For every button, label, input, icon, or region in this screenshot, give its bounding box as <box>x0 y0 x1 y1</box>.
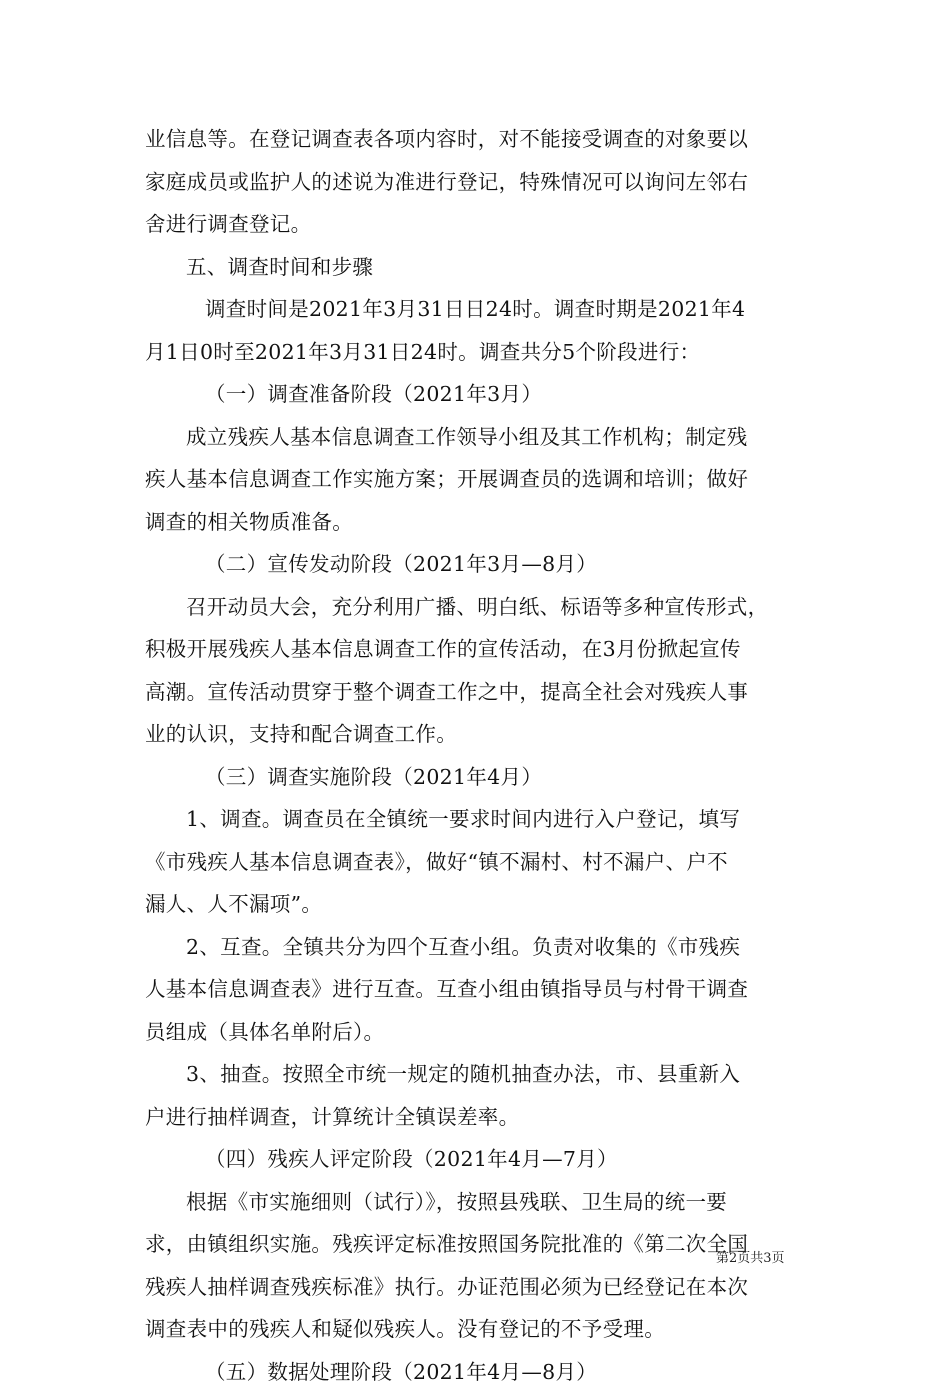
text-line: 成立残疾人基本信息调查工作领导小组及其工作机构；制定残 <box>145 416 809 459</box>
text-line: 积极开展残疾人基本信息调查工作的宣传活动，在3月份掀起宣传 <box>145 628 809 671</box>
text-line: （二）宣传发动阶段（2021年3月—8月） <box>145 543 809 586</box>
text-line: 月1日0时至2021年3月31日24时。调查共分5个阶段进行： <box>145 331 809 374</box>
text-line: 业信息等。在登记调查表各项内容时，对不能接受调查的对象要以 <box>145 118 809 161</box>
text-line: 人基本信息调查表》进行互查。互查小组由镇指导员与村骨干调查 <box>145 968 809 1011</box>
text-line: 求，由镇组织实施。残疾评定标准按照国务院批准的《第二次全国 <box>145 1223 809 1266</box>
text-line: 疾人基本信息调查工作实施方案；开展调查员的选调和培训；做好 <box>145 458 809 501</box>
text-line: （四）残疾人评定阶段（2021年4月—7月） <box>145 1138 809 1181</box>
text-line: 漏人、人不漏项”。 <box>145 883 809 926</box>
text-line: 调查的相关物质准备。 <box>145 501 809 544</box>
text-line: 户进行抽样调查，计算统计全镇误差率。 <box>145 1096 809 1139</box>
text-line: 《市残疾人基本信息调查表》，做好“镇不漏村、村不漏户、户不 <box>145 841 809 884</box>
text-line: 调查时间是2021年3月31日日24时。调查时期是2021年4 <box>145 288 809 331</box>
text-line: 高潮。宣传活动贯穿于整个调查工作之中，提高全社会对残疾人事 <box>145 671 809 714</box>
document-body <box>145 118 809 1393</box>
text-line: 五、调查时间和步骤 <box>145 246 809 289</box>
text-line: 3、抽查。按照全市统一规定的随机抽查办法，市、县重新入 <box>145 1053 809 1096</box>
text-line: 残疾人抽样调查残疾标准》执行。办证范围必须为已经登记在本次 <box>145 1266 809 1309</box>
text-line: （三）调查实施阶段（2021年4月） <box>145 756 809 799</box>
text-line: （五）数据处理阶段（2021年4月—8月） <box>145 1351 809 1393</box>
text-line: 1、调查。调查员在全镇统一要求时间内进行入户登记，填写 <box>145 798 809 841</box>
text-line: 家庭成员或监护人的述说为准进行登记，特殊情况可以询问左邻右 <box>145 161 809 204</box>
text-line: 业的认识，支持和配合调查工作。 <box>145 713 809 756</box>
text-line: 舍进行调查登记。 <box>145 203 809 246</box>
text-line: 2、互查。全镇共分为四个互查小组。负责对收集的《市残疾 <box>145 926 809 969</box>
text-line: 召开动员大会，充分利用广播、明白纸、标语等多种宣传形式， <box>145 586 809 629</box>
text-line: 根据《市实施细则（试行）》，按照县残联、卫生局的统一要 <box>145 1181 809 1224</box>
page-footer: 第2页共3页 <box>716 1247 785 1266</box>
text-line: 调查表中的残疾人和疑似残疾人。没有登记的不予受理。 <box>145 1308 809 1351</box>
text-line: （一）调查准备阶段（2021年3月） <box>145 373 809 416</box>
text-line: 员组成（具体名单附后）。 <box>145 1011 809 1054</box>
